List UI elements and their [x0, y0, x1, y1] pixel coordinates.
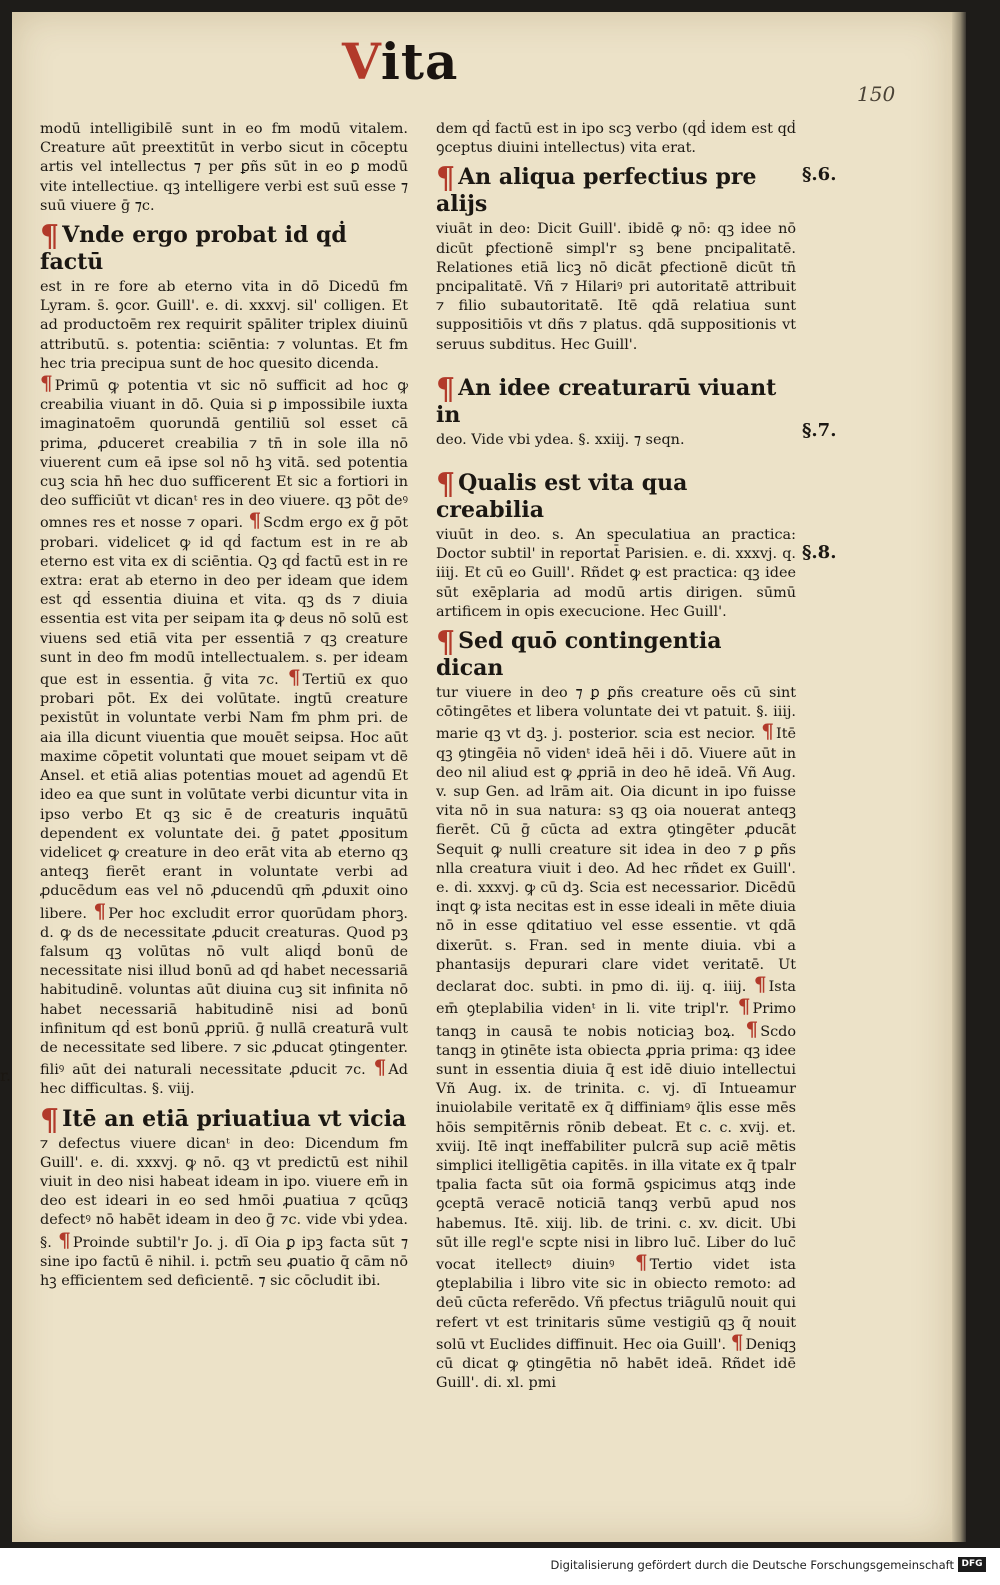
heading-text: An aliqua perfectius pre alijs	[436, 164, 757, 218]
folio-number: 150	[857, 82, 896, 106]
running-header	[342, 32, 482, 92]
pilcrow-icon: ¶	[248, 508, 262, 533]
right-column	[436, 120, 796, 1393]
paragraph: viuūt in deo. s. An speculatiua an practica: Doctor subtil' in reportat̄ Parisien. e. di. xxxvj. q. iiij. Et cū eo Guill'. Rñdet ꝙ est practica: qꝫ idee sūt exēplaria ad modū artis dirigen. sūmū artificem in opis execucione. Hec Guill'.	[436, 527, 796, 620]
left-column	[40, 120, 408, 1291]
dfg-logo-icon: DFG	[958, 1557, 986, 1572]
pilcrow-icon: ¶	[40, 219, 60, 255]
pilcrow-icon: ¶	[436, 625, 456, 661]
section-heading	[40, 219, 408, 276]
pilcrow-icon: ¶	[730, 1329, 744, 1354]
paragraph: modū intelligibilē sunt in eo fm modū vitalem. Creature aūt preextitūt in verbo sicut in cōceptu artis vel intellectus ⁊ per ꝑñs sūt in eo ꝑ modū vite intellectiue. qꝫ intelligere verbi est suū esse ⁊ suū viuere ḡ ⁊c.	[40, 121, 408, 214]
section-heading	[436, 625, 796, 682]
funding-credit: Digitalisierung gefördert durch die Deutsche Forschungsgemeinschaft	[550, 1558, 954, 1572]
pilcrow-icon: ¶	[40, 1102, 60, 1138]
heading-text: Sed quō contingentia dican	[436, 628, 722, 682]
pilcrow-icon: ¶	[737, 994, 751, 1019]
heading-text: An idee creaturarū viuant in	[436, 374, 777, 428]
footer-bar	[0, 1548, 1000, 1585]
paragraph: deo. Vide vbi ydea. §. xxiij. ⁊ seqn.	[436, 431, 685, 448]
pilcrow-icon: ¶	[287, 665, 301, 690]
margin-note-7: §.7.	[802, 420, 837, 441]
pilcrow-icon: ¶	[436, 161, 456, 197]
pilcrow-icon: ¶	[40, 371, 53, 396]
pilcrow-icon: ¶	[753, 972, 767, 997]
pilcrow-icon: ¶	[93, 898, 107, 923]
book-page	[12, 12, 952, 1542]
section-heading	[436, 161, 796, 218]
heading-text: Vnde ergo probat id qḋ factū	[40, 222, 347, 276]
paragraph: ¶ Primū ꝙ potentia vt sic nō sufficit ad hoc ꝙ creabilia viuant in dō. Quia si ꝑ impossibile iuxta imaginatoēm quorundā gentiliū sol esset cā prima, ꝓduceret creabilia ⁊ tn̄ in sole illa nō viuerent cum eā ipse sol nō hꝫ vitā. sed potentia cuꝫ scia hn̄ hec duo sufficerent Et sic a fortiori in deo sufficiūt vt dicanᵗ res in deo viuere. qꝫ pōt deꝰ omnes res et nosse ⁊ opari. ¶ Scdm ergo ex ḡ pōt probari. videlicet ꝙ id qḋ factum est in re ab eterno est vita ex di sciēntia. Qꝫ qḋ factū est in re extra: erat ab eterno in deo per ideam que idem est qḋ essentia diuina et vita. qꝫ ds ⁊ diuia essentia est vita per seipam ita ꝙ deus nō solū est viuens sed etiā vita per essentiā ⁊ qꝫ creature sunt in deo fm modū intellectualem. s. per ideam que est in essentia. ḡ vita ⁊c. ¶ Tertiū ex quo probari pōt. Ex dei volūtate. ingtū creature pexistūt in voluntate verbi Nam fm phm pri. de aia illa dicunt viuentia que mouēt seipsa. Hoc aūt maxime cōpetit voluntati que mouet seipam vt dē Ansel. et etiā alias potentias mouet ad agendū Et ideo ea que sunt in volūtate verbi dicuntur vita in ipso verbo Et qꝫ sic ē de creaturis inquātū dependent ex voluntate dei. ḡ patet ꝓpositum videlicet ꝙ creature in deo erāt vita ab eterno qꝫ anteqꝫ fierēt erant in voluntate verbi ad ꝓducēdum eas vel nō ꝓducendū qm̄ ꝓduxit oino libere. ¶ Per hoc excludit error quorūdam phorꝫ. d. ꝙ ds de necessitate ꝓducit creaturas. Quod pꝫ falsum qꝫ volūtas nō vult aliqḋ bonū de necessitate nisi illud bonū ad qḋ habet necessariā habitudinē. voluntas aūt diuina cuꝫ sit infinita nō habet necessariā habitudinē nisi ad bonū infinitum qḋ est bonū ꝓpriū. ḡ nullā creaturā vult de necessitate sed libere. ⁊ sic ꝓducat ꝯtingenter. filiꝰ aūt dei naturali necessitate ꝓducit ⁊c. ¶ Ad hec difficultas. §. viij.	[40, 371, 409, 1098]
pilcrow-icon: ¶	[373, 1055, 387, 1080]
pilcrow-icon: ¶	[745, 1016, 759, 1041]
heading-text: Itē an etiā priuatiua vt vicia	[62, 1105, 407, 1132]
margin-note-6: §.6.	[802, 164, 837, 185]
section-heading	[436, 371, 796, 429]
header-rest: ita	[380, 32, 459, 91]
pilcrow-icon: ¶	[761, 719, 775, 744]
paragraph: est in re fore ab eterno vita in dō Dicedū fm Lyram. s̄. ꝯcor. Guill'. e. di. xxxvj. sil' colligen. Et ad productoēm rex requirit spāliter triplex diuinū attributū. s. potentia: sciēntia: ⁊ voluntas. Et fm hec tria precipua sunt de hoc quesito dicenda.	[40, 279, 408, 372]
paragraph: ⁊ defectus viuere dicanᵗ in deo: Dicendum fm Guill'. e. di. xxxvj. ꝙ nō. qꝫ vt predictū est nihil viuit in deo nisi habeat ideam in ipo. viuere em̄ in deo est ideari in eo sed hmōi ꝓuatiua ⁊ qcūqꝫ defectꝰ nō habēt ideam in deo ḡ ⁊c. vide vbi ydea. §. ¶ Proinde subtil'r Jo. j. dī Oia ꝑ ipꝫ facta sūt ⁊ sine ipo factū ē nihil. i. pctm̄ seu ꝓuatio q̄ cām nō hꝫ efficientem sed deficientē. ⁊ sic cōcludit ibi.	[40, 1135, 409, 1289]
section-heading	[436, 467, 796, 524]
paragraph: viuāt in deo: Dicit Guill'. ibidē ꝙ nō: qꝫ idee nō dicūt ꝑfectionē simpl'r sꝫ bene pncipalitatē. Relationes etiā licꝫ nō dicāt ꝑfectionē dicūt tn̄ pncipalitatē. Vñ ⁊ Hilariꝰ pri autoritatē attribuit ⁊ filio subautoritatē. Itē qdā relatiua sunt suppositiōis vt dñs ⁊ platus. qdā suppositionis vt seruus subditus. Hec Guill'.	[436, 221, 796, 353]
pilcrow-icon: ¶	[436, 371, 456, 407]
pilcrow-icon: ¶	[436, 467, 456, 503]
header-initial: V	[342, 32, 381, 91]
page-edge	[952, 12, 966, 1542]
pilcrow-icon: ¶	[634, 1249, 648, 1274]
margin-note-8: §.8.	[802, 542, 837, 563]
pilcrow-icon: ¶	[58, 1227, 71, 1252]
section-heading	[40, 1102, 408, 1138]
heading-text: Qualis est vita qua creabilia	[436, 470, 688, 524]
paragraph: dem qḋ factū est in ipo scꝫ verbo (qḋ idem est qḋ ꝯceptus diuini intellectus) vita erat.	[436, 121, 796, 157]
left-margin-mark: r.	[0, 1066, 11, 1085]
paragraph: tur viuere in deo ⁊ ꝑ ꝑñs creature oēs cū sint cōtingētes et libera voluntate dei vt patuit. §. iiij. marie qꝫ vt dꝫ. j. posterior. scia est necior. ¶ Itē qꝫ ꝯtingēia nō videnᵗ ideā hēi i dō. Viuere aūt in deo nil aliud est ꝙ ꝓpriā in deo hē ideā. Vñ Aug. v. sup Gen. ad lrām ait. Oia dicunt in ipo fuisse vita nō in sua natura: sꝫ qꝫ oia nouerat anteqꝫ fierēt. Cū ḡ cūcta ad extra ꝯtingēter ꝓducāt Sequit ꝙ nulli creature sit idea in deo ⁊ ꝑ ꝑñs nlla creatura viuit i deo. Ad hec rñdet ex Guill'. e. di. xxxvj. ꝙ cū dꝫ. Scia est necessarior. Dicēdū inqt ꝙ ista necitas est in esse ideali in mēte diuia nō in esse qditatiuo vel esse essentie. vt qdā dixerūt. s. Fran. sed in mente diuia. vbi a phantasijs depurari clare videt veritatē. Ut declarat doc. subti. in pmo di. iij. q. iiij. ¶ Ista em̄ ꝯteplabilia videnᵗ in li. vite tripl'r. ¶ Primo tanqꝫ in causā te nobis noticiaꝫ boꝝ. ¶ Scdo tanqꝫ in ꝯtinēte ista obiecta ꝓpria prima: qꝫ idee sunt in essentia diuia q̄ est idē diuio intellectui Vñ Aug. ix. de trinita. c. vj. dī Intueamur inuiolabile veritatē ex q̄ diffiniamꝰ q̈lis esse mēs hōis sempitērnis rōnib debeat. Et c. c. xvij. et. xviij. Itē inqt ineffabiliter pulcrā sup aciē mētis simplici itelligētia capitēs. in illa vitate ex q̄ tpalr tpalia facta sūt oia formā ꝯspicimus atqꝫ inde ꝯceptā veracē noticiā tanqꝫ verbū apud nos habemus. Itē. xiij. lib. de trini. c. xv. dicit. Ubi sūt ille regl'e scpte nisi in libro luc̄. Liber do luc̄ vocat itellectꝰ diuinꝰ ¶ Tertio videt ista ꝯteplabilia i libro vite sic in obiecto remoto: ad deū cūcta referēdo. Vñ pfectus triāgulū nouit qui refert vt est trinitaris sūme vestigiū qꝫ q̄ nouit solū vt Euclides diffinuit. Hec oia Guill'. ¶ Deniqꝫ cū dicat ꝙ ꝯtingētia nō habēt ideā. Rñdet idē Guill'. di. xl. pmi	[436, 685, 797, 1392]
